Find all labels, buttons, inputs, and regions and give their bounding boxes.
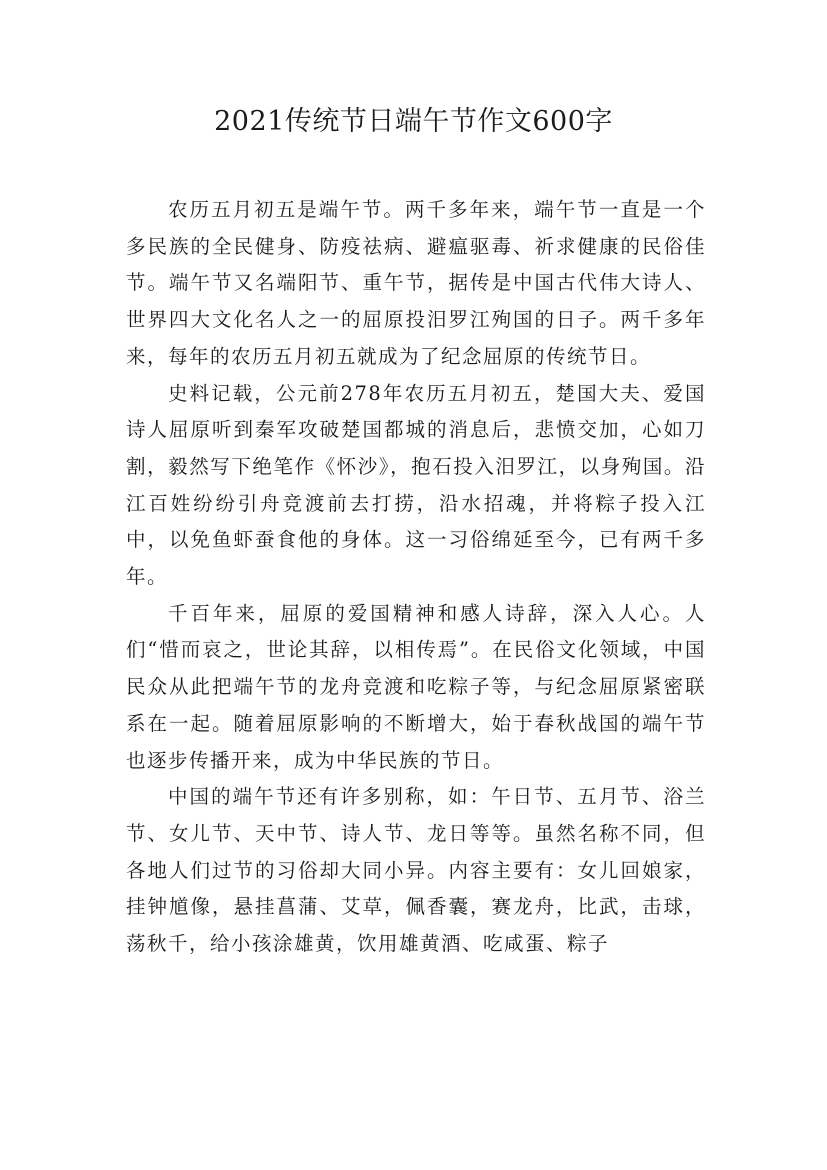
paragraph-2: 史料记载，公元前278年农历五月初五，楚国大夫、爱国诗人屈原听到秦军攻破楚国都城的消息后，悲愤交加，心如刀割，毅然写下绝笔作《怀沙》，抱石投入汨罗江，以身殉国。沿江百姓纷纷引舟竞渡前去打捞，沿水招魂，并将粽子投入江中，以免鱼虾蚕食他的身体。这一习俗绵延至今，已有两千多年。 <box>126 381 706 589</box>
paragraph-4: 中国的端午节还有许多别称，如：午日节、五月节、浴兰节、女儿节、天中节、诗人节、龙日等等。虽然名称不同，但各地人们过节的习俗却大同小异。内容主要有：女儿回娘家，挂钟馗像，悬挂菖蒲、艾草，佩香囊，赛龙舟，比武，击球，荡秋千，给小孩涂雄黄，饮用雄黄酒、吃咸蛋、粽子 <box>126 785 706 956</box>
paragraph-3: 千百年来，屈原的爱国精神和感人诗辞，深入人心。人们“惜而哀之，世论其辞，以相传焉”。在民俗文化领域，中国民众从此把端午节的龙舟竞渡和吃粽子等，与纪念屈原紧密联系在一起。随着屈原影响的不断增大，始于春秋战国的端午节也逐步传播开来，成为中华民族的节日。 <box>126 601 706 772</box>
document-title: 2021传统节日端午节作文600字 <box>214 106 613 137</box>
document-body <box>126 192 706 963</box>
paragraph-1: 农历五月初五是端午节。两千多年来，端午节一直是一个多民族的全民健身、防疫祛病、避瘟驱毒、祈求健康的民俗佳节。端午节又名端阳节、重午节，据传是中国古代伟大诗人、世界四大文化名人之一的屈原投汨罗江殉国的日子。两千多年来，每年的农历五月初五就成为了纪念屈原的传统节日。 <box>126 198 706 368</box>
